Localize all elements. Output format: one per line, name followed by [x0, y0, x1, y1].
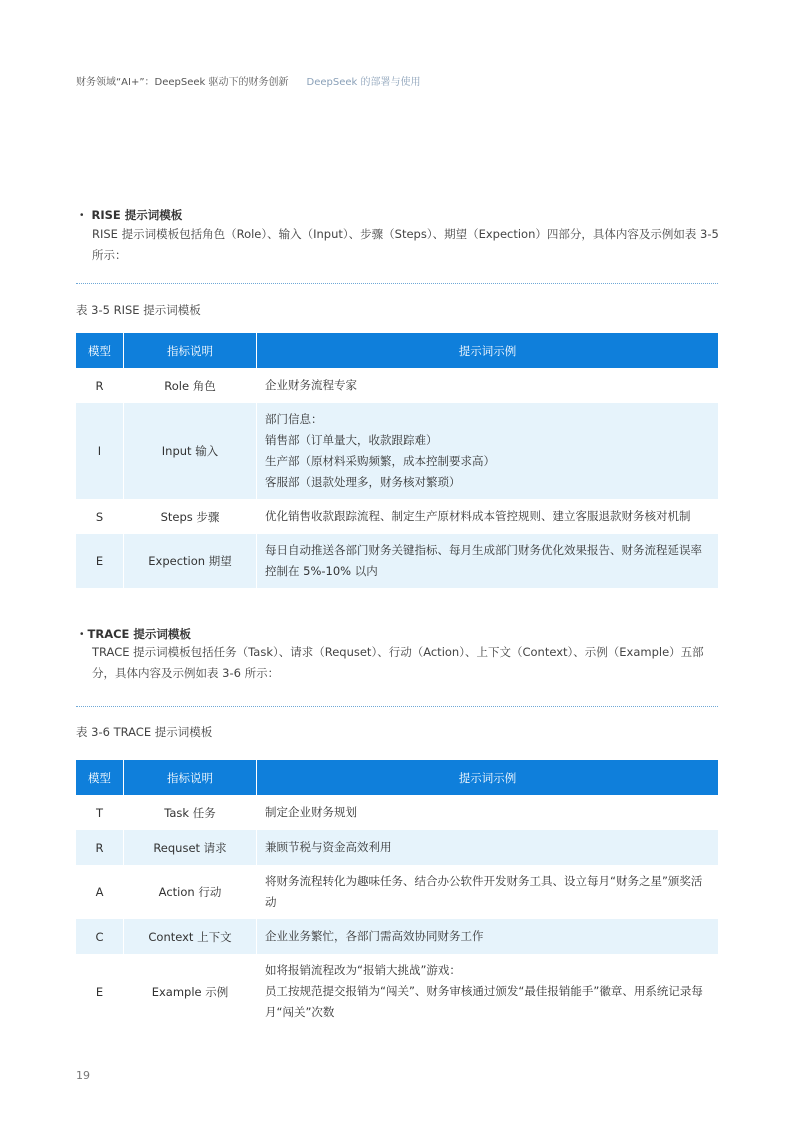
cell-model: R — [76, 830, 124, 865]
page-number: 19 — [76, 1069, 90, 1082]
example-line: 销售部（订单量大，收款跟踪难） — [265, 433, 438, 447]
header-chapter: DeepSeek 的部署与使用 — [306, 77, 421, 88]
table-row — [76, 795, 718, 830]
table-caption-rise: 表 3-5 RISE 提示词模板 — [76, 303, 201, 317]
table-row — [76, 403, 718, 499]
cell-model: T — [95, 805, 104, 820]
cell-indicator: Context 上下文 — [124, 919, 257, 954]
example-line: 每日自动推送各部门财务关键指标、每月生成部门财务优化效果报告、财务流程延误率控制在 5%-10% 以内 — [265, 543, 702, 578]
header-model: 模型 — [76, 333, 124, 368]
table-row — [76, 368, 718, 403]
rise-table — [76, 333, 718, 588]
example-line: 将财务流程转化为趣味任务、结合办公软件开发财务工具、设立每月“财务之星”颁奖活动 — [265, 874, 703, 909]
cell-example — [257, 865, 719, 919]
example-line: 客服部（退款处理多，财务核对繁琐） — [265, 475, 461, 489]
cell-model: E — [95, 984, 104, 999]
table-row — [76, 865, 718, 919]
cell-indicator: Steps 步骤 — [124, 499, 257, 534]
table-row — [76, 954, 718, 1029]
table-row — [76, 830, 718, 865]
cell-indicator: Input 输入 — [124, 403, 257, 499]
table-row — [76, 534, 718, 588]
divider — [76, 706, 718, 707]
trace-table — [76, 760, 718, 1029]
cell-indicator: Requset 请求 — [124, 830, 257, 865]
cell-indicator: Expection 期望 — [124, 534, 257, 588]
cell-example — [257, 919, 719, 954]
header-title: 财务领域“AI+”：DeepSeek 驱动下的财务创新 — [76, 77, 289, 88]
cell-indicator: Task 任务 — [124, 795, 257, 830]
example-line: 制定企业财务规划 — [265, 805, 357, 819]
example-line: 如将报销流程改为“报销大挑战”游戏： — [265, 963, 461, 977]
table-caption-trace: 表 3-6 TRACE 提示词模板 — [76, 725, 213, 739]
header-example: 提示词示例 — [257, 333, 719, 368]
cell-indicator: Role 角色 — [124, 368, 257, 403]
table-header-row — [76, 760, 718, 795]
cell-indicator: Example 示例 — [124, 954, 257, 1029]
header-indicator: 指标说明 — [124, 333, 257, 368]
cell-example — [257, 954, 719, 1029]
table-row — [76, 499, 718, 534]
cell-model: I — [76, 403, 124, 499]
cell-model: R — [95, 378, 104, 393]
example-line: 企业财务流程专家 — [265, 378, 357, 392]
header-model: 模型 — [76, 760, 124, 795]
example-line: 部门信息： — [265, 412, 323, 426]
cell-example — [257, 830, 719, 865]
example-line: 兼顾节税与资金高效利用 — [265, 840, 392, 854]
section-title-trace: ・TRACE 提示词模板 — [76, 627, 191, 641]
example-line: 优化销售收款跟踪流程、制定生产原材料成本管控规则、建立客服退款财务核对机制 — [265, 509, 691, 523]
cell-model: C — [76, 919, 124, 954]
cell-model: A — [95, 885, 104, 899]
table-row — [76, 919, 718, 954]
section-paragraph-rise: RISE 提示词模板包括角色（Role）、输入（Input）、步骤（Steps）、期望（Expection）四部分，具体内容及示例如表 3-5 所示： — [92, 227, 719, 262]
header-indicator: 指标说明 — [124, 760, 257, 795]
cell-model: E — [76, 534, 124, 588]
cell-example — [257, 368, 719, 403]
section-title-rise: ・ RISE 提示词模板 — [76, 208, 183, 222]
cell-example — [257, 403, 719, 499]
cell-model: S — [95, 509, 104, 524]
example-line: 员工按规范提交报销为“闯关”、财务审核通过颁发“最佳报销能手”徽章、用系统记录每月“闯关”次数 — [265, 984, 703, 1019]
example-line: 生产部（原材料采购频繁，成本控制要求高） — [265, 454, 495, 468]
header-example: 提示词示例 — [257, 760, 719, 795]
cell-example — [257, 795, 719, 830]
cell-example — [257, 534, 719, 588]
running-header — [76, 73, 421, 88]
cell-example — [257, 499, 719, 534]
table-header-row — [76, 333, 718, 368]
section-paragraph-trace: TRACE 提示词模板包括任务（Task）、请求（Requset）、行动（Action）、上下文（Context）、示例（Example）五部分，具体内容及示例如表 3-6 所示： — [92, 645, 704, 680]
cell-indicator: Action 行动 — [124, 865, 257, 919]
divider — [76, 283, 718, 284]
example-line: 企业业务繁忙，各部门需高效协同财务工作 — [265, 929, 484, 943]
